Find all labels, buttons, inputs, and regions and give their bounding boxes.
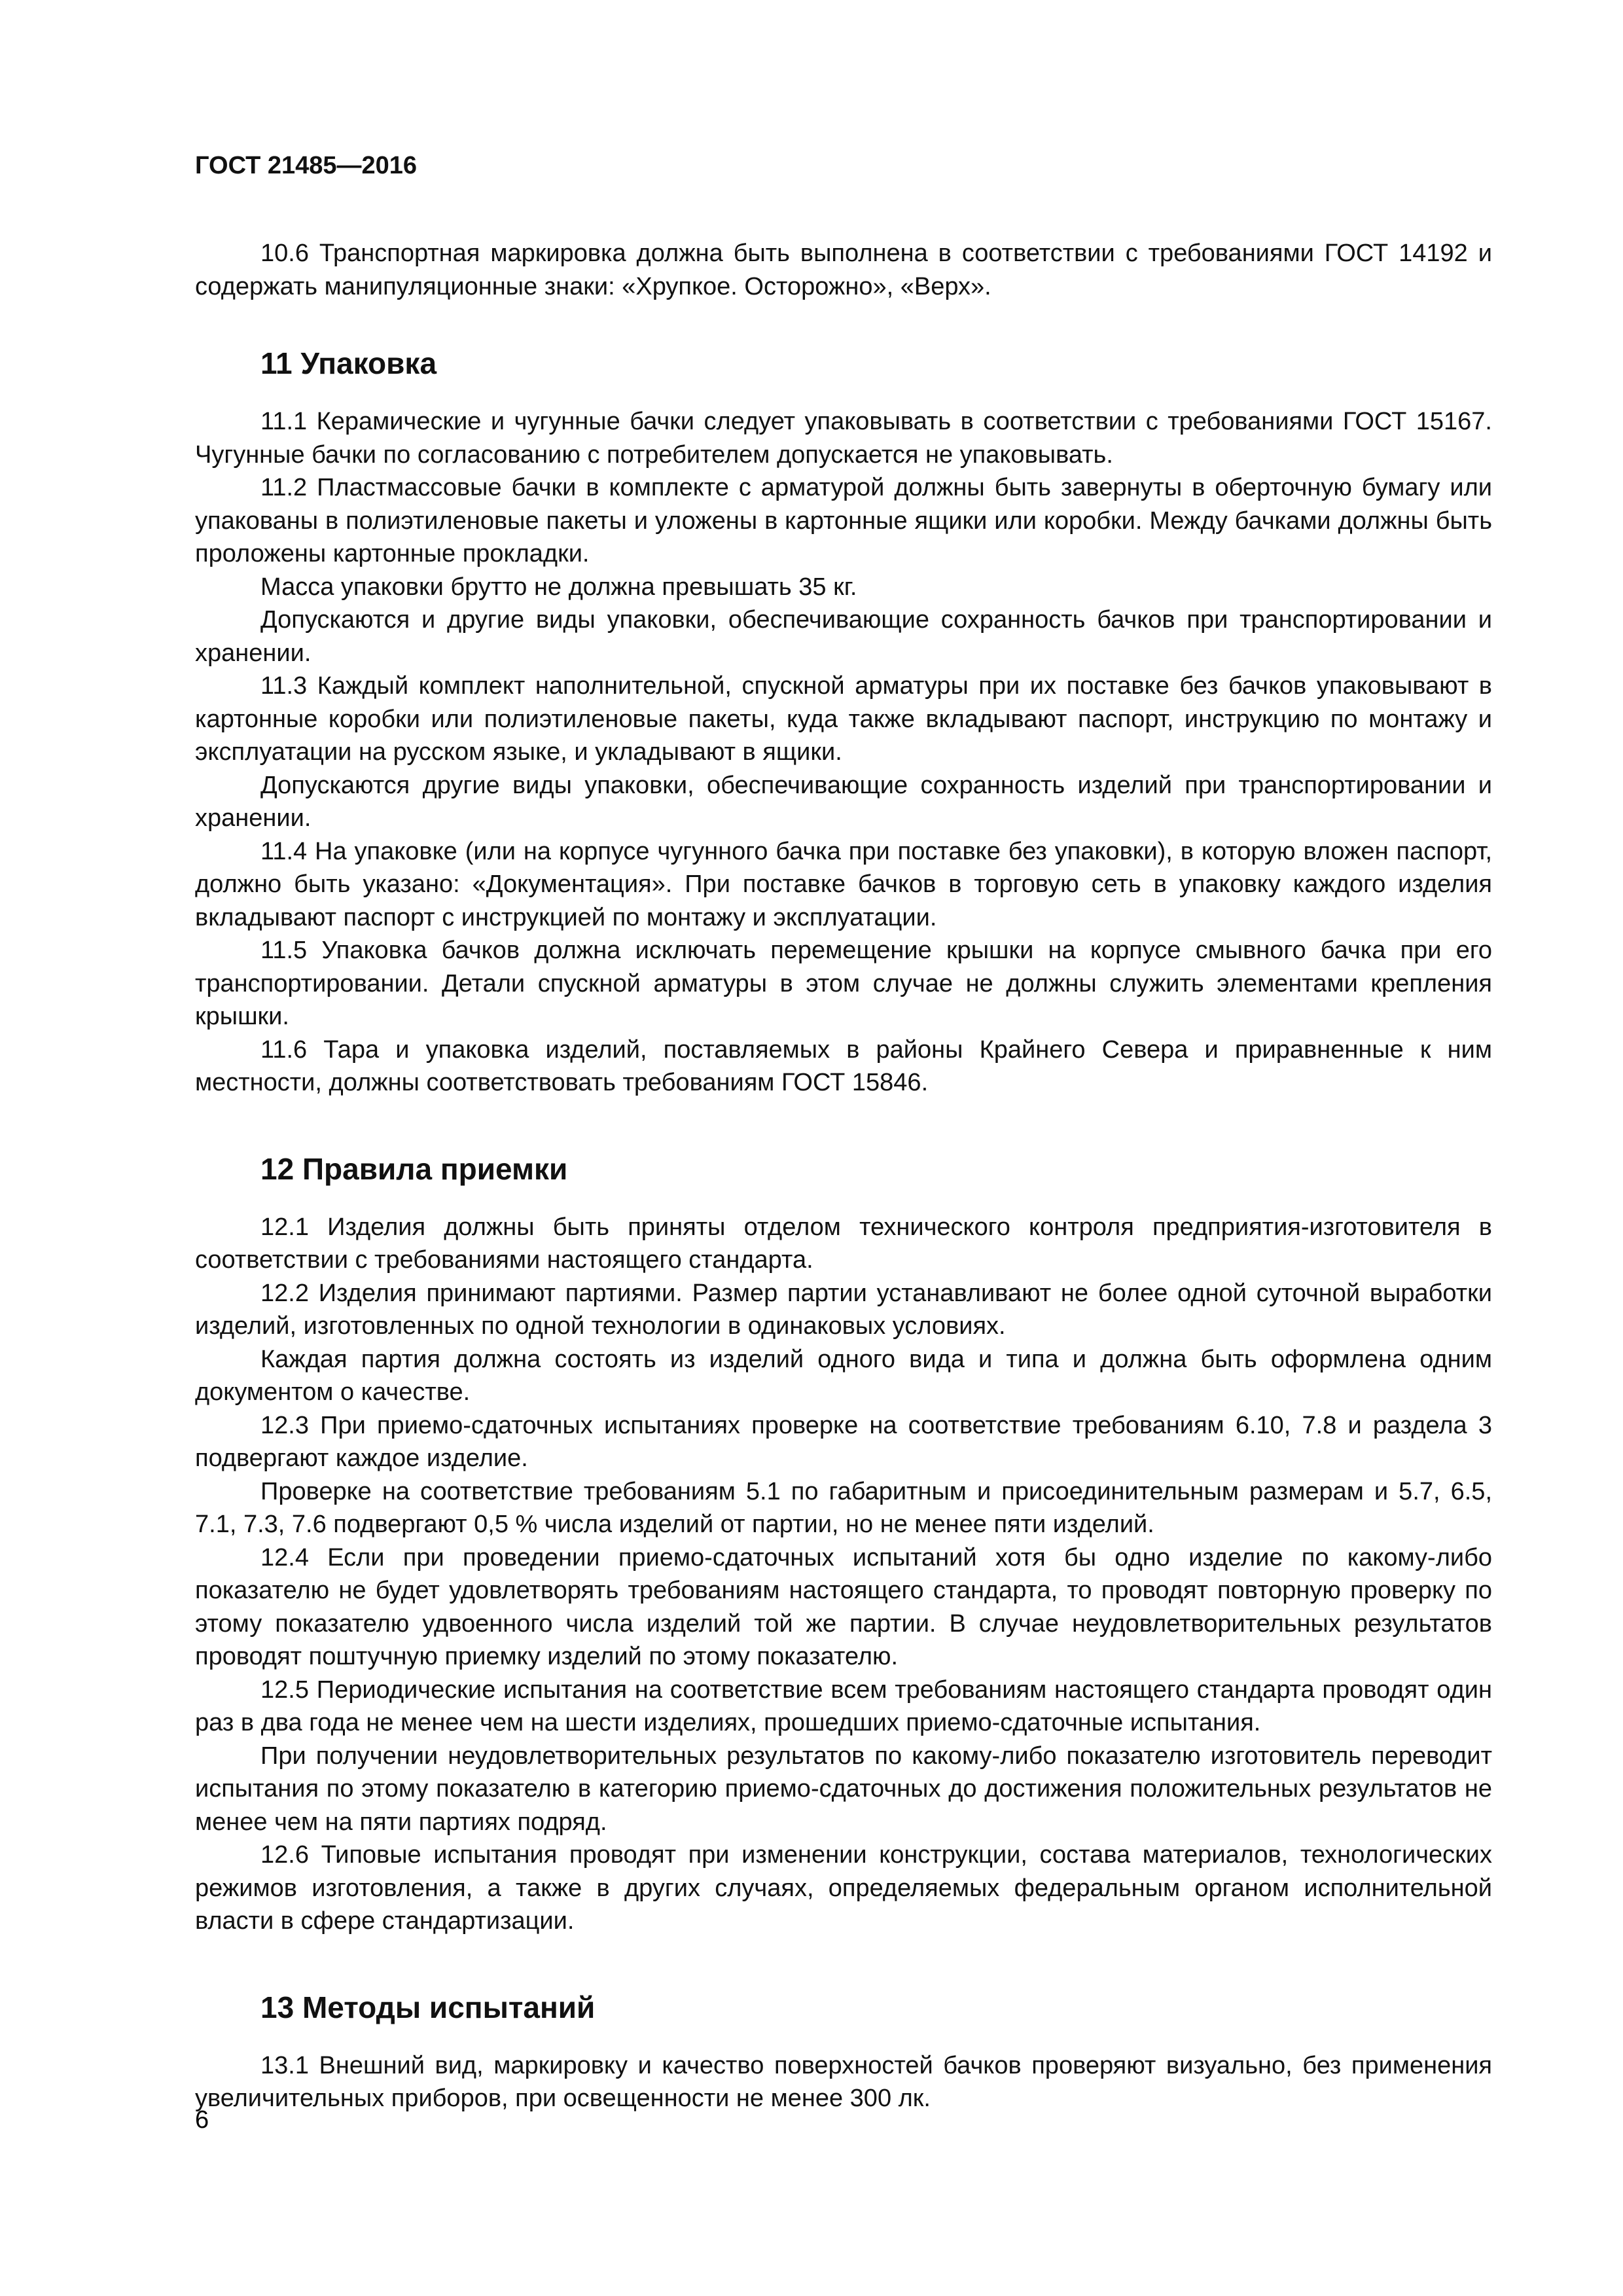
paragraph-12-5-failure: При получении неудовлетворительных результатов по какому-либо показателю изготовитель переводит испытания по этому показателю в категорию приемо-сдаточных до достижения положительных результатов не менее чем на пяти партиях подряд. <box>195 1742 1492 1836</box>
paragraph-11-3: 11.3 Каждый комплект наполнительной, спускной арматуры при их поставке без бачков упаковывают в картонные коробки или полиэтиленовые пакеты, куда также вкладывают паспорт, инструкцию по монтажу и эксплуатации на русском языке, и укладывают в ящики. <box>195 672 1492 766</box>
paragraph-12-1: 12.1 Изделия должны быть приняты отделом технического контроля предприятия-изготовителя в соответствии с требованиями настоящего стандарта. <box>195 1213 1492 1274</box>
paragraph-11-4: 11.4 На упаковке (или на корпусе чугунного бачка при поставке без упаковки), в которую вложен паспорт, должно быть указано: «Документация». При поставке бачков в торговую сеть в упаковку каждого изделия вкладывают паспорт с инструкцией по монтажу и эксплуатации. <box>195 837 1492 931</box>
paragraph-12-3: 12.3 При приемо-сдаточных испытаниях проверке на соответствие требованиям 6.10, 7.8 и раздела 3 подвергают каждое изделие. <box>195 1411 1492 1472</box>
paragraph-11-6: 11.6 Тара и упаковка изделий, поставляемых в районы Крайнего Севера и приравненные к ним местности, должны соответствовать требованиям ГОСТ 15846. <box>195 1035 1492 1096</box>
paragraph-12-6: 12.6 Типовые испытания проводят при изменении конструкции, состава материалов, технологических режимов изготовления, а также в других случаях, определяемых федеральным органом исполнительной власти в сфере стандартизации. <box>195 1841 1492 1935</box>
paragraph-12-2-batch: Каждая партия должна состоять из изделий одного вида и типа и должна быть оформлена одним документом о качестве. <box>195 1345 1492 1406</box>
section-13 <box>195 1989 1492 2115</box>
paragraph-11-3-other: Допускаются другие виды упаковки, обеспечивающие сохранность изделий при транспортировании и хранении. <box>195 771 1492 832</box>
page-number: 6 <box>195 2106 209 2134</box>
paragraph-11-1: 11.1 Керамические и чугунные бачки следует упаковывать в соответствии с требованиями ГОСТ 15167. Чугунные бачки по согласованию с потребителем допускается не упаковывать. <box>195 408 1492 469</box>
paragraph-11-5: 11.5 Упаковка бачков должна исключать перемещение крышки на корпусе смывного бачка при его транспортировании. Детали спускной арматуры в этом случае не должны служить элементами крепления крышки. <box>195 937 1492 1030</box>
paragraph-11-2-mass: Масса упаковки брутто не должна превышать 35 кг. <box>260 573 857 601</box>
paragraph-12-2: 12.2 Изделия принимают партиями. Размер партии устанавливают не более одной суточной выработки изделий, изготовленных по одной технологии в одинаковых условиях. <box>195 1279 1492 1340</box>
paragraph-13-1: 13.1 Внешний вид, маркировку и качество поверхностей бачков проверяют визуально, без применения увеличительных приборов, при освещенности не менее 300 лк. <box>195 2051 1492 2112</box>
paragraph-12-3-sample: Проверке на соответствие требованиям 5.1 по габаритным и присоединительным размерам и 5.7, 6.5, 7.1, 7.3, 7.6 подвергают 0,5 % числа изделий от партии, но не менее пяти изделий. <box>195 1477 1492 1538</box>
document-header: ГОСТ 21485—2016 <box>195 152 418 179</box>
section-12 <box>195 1151 1492 1938</box>
section-title-12: 12 Правила приемки <box>260 1151 568 1186</box>
paragraph-11-2-other: Допускаются и другие виды упаковки, обеспечивающие сохранность бачков при транспортировании и хранении. <box>195 606 1492 667</box>
paragraph-11-2: 11.2 Пластмассовые бачки в комплекте с арматурой должны быть завернуты в оберточную бумагу или упакованы в полиэтиленовые пакеты и уложены в картонные ящики или коробки. Между бачками должны быть проложены картонные прокладки. <box>195 474 1492 567</box>
section-title-11: 11 Упаковка <box>260 346 437 380</box>
section-11 <box>195 345 1492 1100</box>
paragraph-10-6: 10.6 Транспортная маркировка должна быть выполнена в соответствии с требованиями ГОСТ 14192 и содержать манипуляционные знаки: «Хрупкое. Осторожно», «Верх». <box>195 240 1492 300</box>
paragraph-12-4: 12.4 Если при проведении приемо-сдаточных испытаний хотя бы одно изделие по какому-либо показателю не будет удовлетворять требованиям настоящего стандарта, то проводят повторную проверку по этому показателю удвоенного числа изделий той же партии. В случае неудовлетворительных результатов проводят поштучную приемку изделий по этому показателю. <box>195 1543 1492 1670</box>
paragraph-12-5: 12.5 Периодические испытания на соответствие всем требованиям настоящего стандарта проводят один раз в два года не менее чем на шести изделиях, прошедших приемо-сдаточные испытания. <box>195 1676 1492 1736</box>
section-title-13: 13 Методы испытаний <box>260 1990 596 2024</box>
